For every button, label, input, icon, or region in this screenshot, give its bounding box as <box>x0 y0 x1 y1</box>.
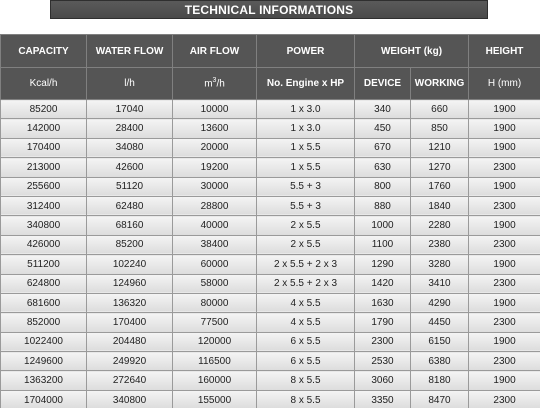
device-weight-cell: 2300 <box>355 332 411 351</box>
height-cell: 1900 <box>469 177 540 196</box>
height-cell: 1900 <box>469 119 540 138</box>
air-flow-unit-sup: 3 <box>212 77 217 85</box>
air-flow-cell: 38400 <box>173 235 257 254</box>
table-row <box>1 196 540 215</box>
working-weight-cell: 8470 <box>411 390 469 408</box>
working-weight-cell: 1210 <box>411 138 469 157</box>
capacity-cell: 340800 <box>1 216 87 235</box>
table-row <box>1 390 540 408</box>
height-cell: 1900 <box>469 255 540 274</box>
air-flow-cell: 116500 <box>173 352 257 371</box>
height-cell: 2300 <box>469 352 540 371</box>
height-cell: 2300 <box>469 196 540 215</box>
air-flow-header: AIR FLOW <box>173 35 257 68</box>
table-row <box>1 100 540 119</box>
water-flow-header: WATER FLOW <box>87 35 173 68</box>
device-weight-cell: 800 <box>355 177 411 196</box>
air-flow-cell: 80000 <box>173 293 257 312</box>
table-row <box>1 371 540 390</box>
water-flow-cell: 102240 <box>87 255 173 274</box>
water-flow-cell: 204480 <box>87 332 173 351</box>
air-flow-cell: 77500 <box>173 313 257 332</box>
power-header: POWER <box>257 35 355 68</box>
water-flow-cell: 340800 <box>87 390 173 408</box>
capacity-cell: 85200 <box>1 100 87 119</box>
working-weight-cell: 6380 <box>411 352 469 371</box>
capacity-unit: Kcal/h <box>1 68 87 100</box>
table-row <box>1 235 540 254</box>
power-cell: 1 x 3.0 <box>257 100 355 119</box>
device-weight-cell: 630 <box>355 158 411 177</box>
water-flow-cell: 51120 <box>87 177 173 196</box>
capacity-cell: 681600 <box>1 293 87 312</box>
capacity-cell: 624800 <box>1 274 87 293</box>
water-flow-cell: 68160 <box>87 216 173 235</box>
water-flow-cell: 42600 <box>87 158 173 177</box>
air-flow-cell: 58000 <box>173 274 257 293</box>
capacity-cell: 1249600 <box>1 352 87 371</box>
page-title: TECHNICAL INFORMATIONS <box>50 0 488 19</box>
air-flow-unit-base: m <box>204 78 213 90</box>
device-weight-cell: 1630 <box>355 293 411 312</box>
device-weight-cell: 1290 <box>355 255 411 274</box>
capacity-cell: 1363200 <box>1 371 87 390</box>
power-cell: 5.5 + 3 <box>257 196 355 215</box>
device-weight-cell: 1100 <box>355 235 411 254</box>
power-cell: 2 x 5.5 <box>257 216 355 235</box>
power-cell: 6 x 5.5 <box>257 352 355 371</box>
table-row <box>1 255 540 274</box>
air-flow-cell: 19200 <box>173 158 257 177</box>
water-flow-cell: 136320 <box>87 293 173 312</box>
height-header: HEIGHT <box>469 35 540 68</box>
power-cell: 1 x 3.0 <box>257 119 355 138</box>
height-cell: 2300 <box>469 390 540 408</box>
device-weight-header: DEVICE <box>355 68 411 100</box>
working-weight-header: WORKING <box>411 68 469 100</box>
working-weight-cell: 1270 <box>411 158 469 177</box>
table-row <box>1 274 540 293</box>
height-cell: 1900 <box>469 216 540 235</box>
height-cell: 1900 <box>469 100 540 119</box>
water-flow-cell: 272640 <box>87 371 173 390</box>
air-flow-cell: 13600 <box>173 119 257 138</box>
device-weight-cell: 3060 <box>355 371 411 390</box>
device-weight-cell: 450 <box>355 119 411 138</box>
device-weight-cell: 2530 <box>355 352 411 371</box>
air-flow-cell: 120000 <box>173 332 257 351</box>
capacity-cell: 511200 <box>1 255 87 274</box>
header-row <box>1 35 540 68</box>
height-cell: 1900 <box>469 138 540 157</box>
water-flow-cell: 85200 <box>87 235 173 254</box>
power-cell: 4 x 5.5 <box>257 293 355 312</box>
height-cell: 2300 <box>469 274 540 293</box>
height-cell: 1900 <box>469 371 540 390</box>
power-cell: 2 x 5.5 + 2 x 3 <box>257 255 355 274</box>
air-flow-cell: 30000 <box>173 177 257 196</box>
air-flow-cell: 160000 <box>173 371 257 390</box>
power-cell: 6 x 5.5 <box>257 332 355 351</box>
table-row <box>1 293 540 312</box>
working-weight-cell: 4450 <box>411 313 469 332</box>
air-flow-cell: 28800 <box>173 196 257 215</box>
capacity-header: CAPACITY <box>1 35 87 68</box>
table-row <box>1 119 540 138</box>
air-flow-cell: 60000 <box>173 255 257 274</box>
working-weight-cell: 4290 <box>411 293 469 312</box>
capacity-cell: 255600 <box>1 177 87 196</box>
table-row <box>1 313 540 332</box>
capacity-cell: 170400 <box>1 138 87 157</box>
working-weight-cell: 1840 <box>411 196 469 215</box>
working-weight-cell: 3410 <box>411 274 469 293</box>
power-cell: 8 x 5.5 <box>257 371 355 390</box>
height-cell: 1900 <box>469 332 540 351</box>
air-flow-unit <box>173 68 257 100</box>
power-cell: 1 x 5.5 <box>257 158 355 177</box>
air-flow-cell: 20000 <box>173 138 257 157</box>
working-weight-cell: 8180 <box>411 371 469 390</box>
water-flow-cell: 34080 <box>87 138 173 157</box>
power-unit: No. Engine x HP <box>257 68 355 100</box>
weight-header: WEIGHT (kg) <box>355 35 469 68</box>
working-weight-cell: 2380 <box>411 235 469 254</box>
power-cell: 4 x 5.5 <box>257 313 355 332</box>
units-row <box>1 68 540 100</box>
working-weight-cell: 660 <box>411 100 469 119</box>
height-unit: H (mm) <box>469 68 540 100</box>
water-flow-cell: 124960 <box>87 274 173 293</box>
table-row <box>1 158 540 177</box>
technical-table <box>0 34 540 408</box>
air-flow-unit-tail: /h <box>216 78 225 90</box>
power-cell: 1 x 5.5 <box>257 138 355 157</box>
device-weight-cell: 340 <box>355 100 411 119</box>
water-flow-unit: l/h <box>87 68 173 100</box>
device-weight-cell: 880 <box>355 196 411 215</box>
device-weight-cell: 1000 <box>355 216 411 235</box>
table-row <box>1 332 540 351</box>
water-flow-cell: 62480 <box>87 196 173 215</box>
air-flow-cell: 155000 <box>173 390 257 408</box>
capacity-cell: 312400 <box>1 196 87 215</box>
height-cell: 2300 <box>469 158 540 177</box>
power-cell: 5.5 + 3 <box>257 177 355 196</box>
working-weight-cell: 3280 <box>411 255 469 274</box>
capacity-cell: 142000 <box>1 119 87 138</box>
table-row <box>1 177 540 196</box>
table-row <box>1 216 540 235</box>
table-row <box>1 138 540 157</box>
working-weight-cell: 6150 <box>411 332 469 351</box>
air-flow-cell: 10000 <box>173 100 257 119</box>
capacity-cell: 1022400 <box>1 332 87 351</box>
capacity-cell: 213000 <box>1 158 87 177</box>
device-weight-cell: 1420 <box>355 274 411 293</box>
device-weight-cell: 670 <box>355 138 411 157</box>
power-cell: 8 x 5.5 <box>257 390 355 408</box>
power-cell: 2 x 5.5 + 2 x 3 <box>257 274 355 293</box>
capacity-cell: 426000 <box>1 235 87 254</box>
device-weight-cell: 1790 <box>355 313 411 332</box>
air-flow-cell: 40000 <box>173 216 257 235</box>
working-weight-cell: 850 <box>411 119 469 138</box>
working-weight-cell: 2280 <box>411 216 469 235</box>
capacity-cell: 852000 <box>1 313 87 332</box>
table-row <box>1 352 540 371</box>
water-flow-cell: 28400 <box>87 119 173 138</box>
height-cell: 1900 <box>469 293 540 312</box>
height-cell: 2300 <box>469 235 540 254</box>
device-weight-cell: 3350 <box>355 390 411 408</box>
water-flow-cell: 249920 <box>87 352 173 371</box>
water-flow-cell: 170400 <box>87 313 173 332</box>
water-flow-cell: 17040 <box>87 100 173 119</box>
height-cell: 2300 <box>469 313 540 332</box>
working-weight-cell: 1760 <box>411 177 469 196</box>
power-cell: 2 x 5.5 <box>257 235 355 254</box>
table-body <box>1 100 540 408</box>
capacity-cell: 1704000 <box>1 390 87 408</box>
